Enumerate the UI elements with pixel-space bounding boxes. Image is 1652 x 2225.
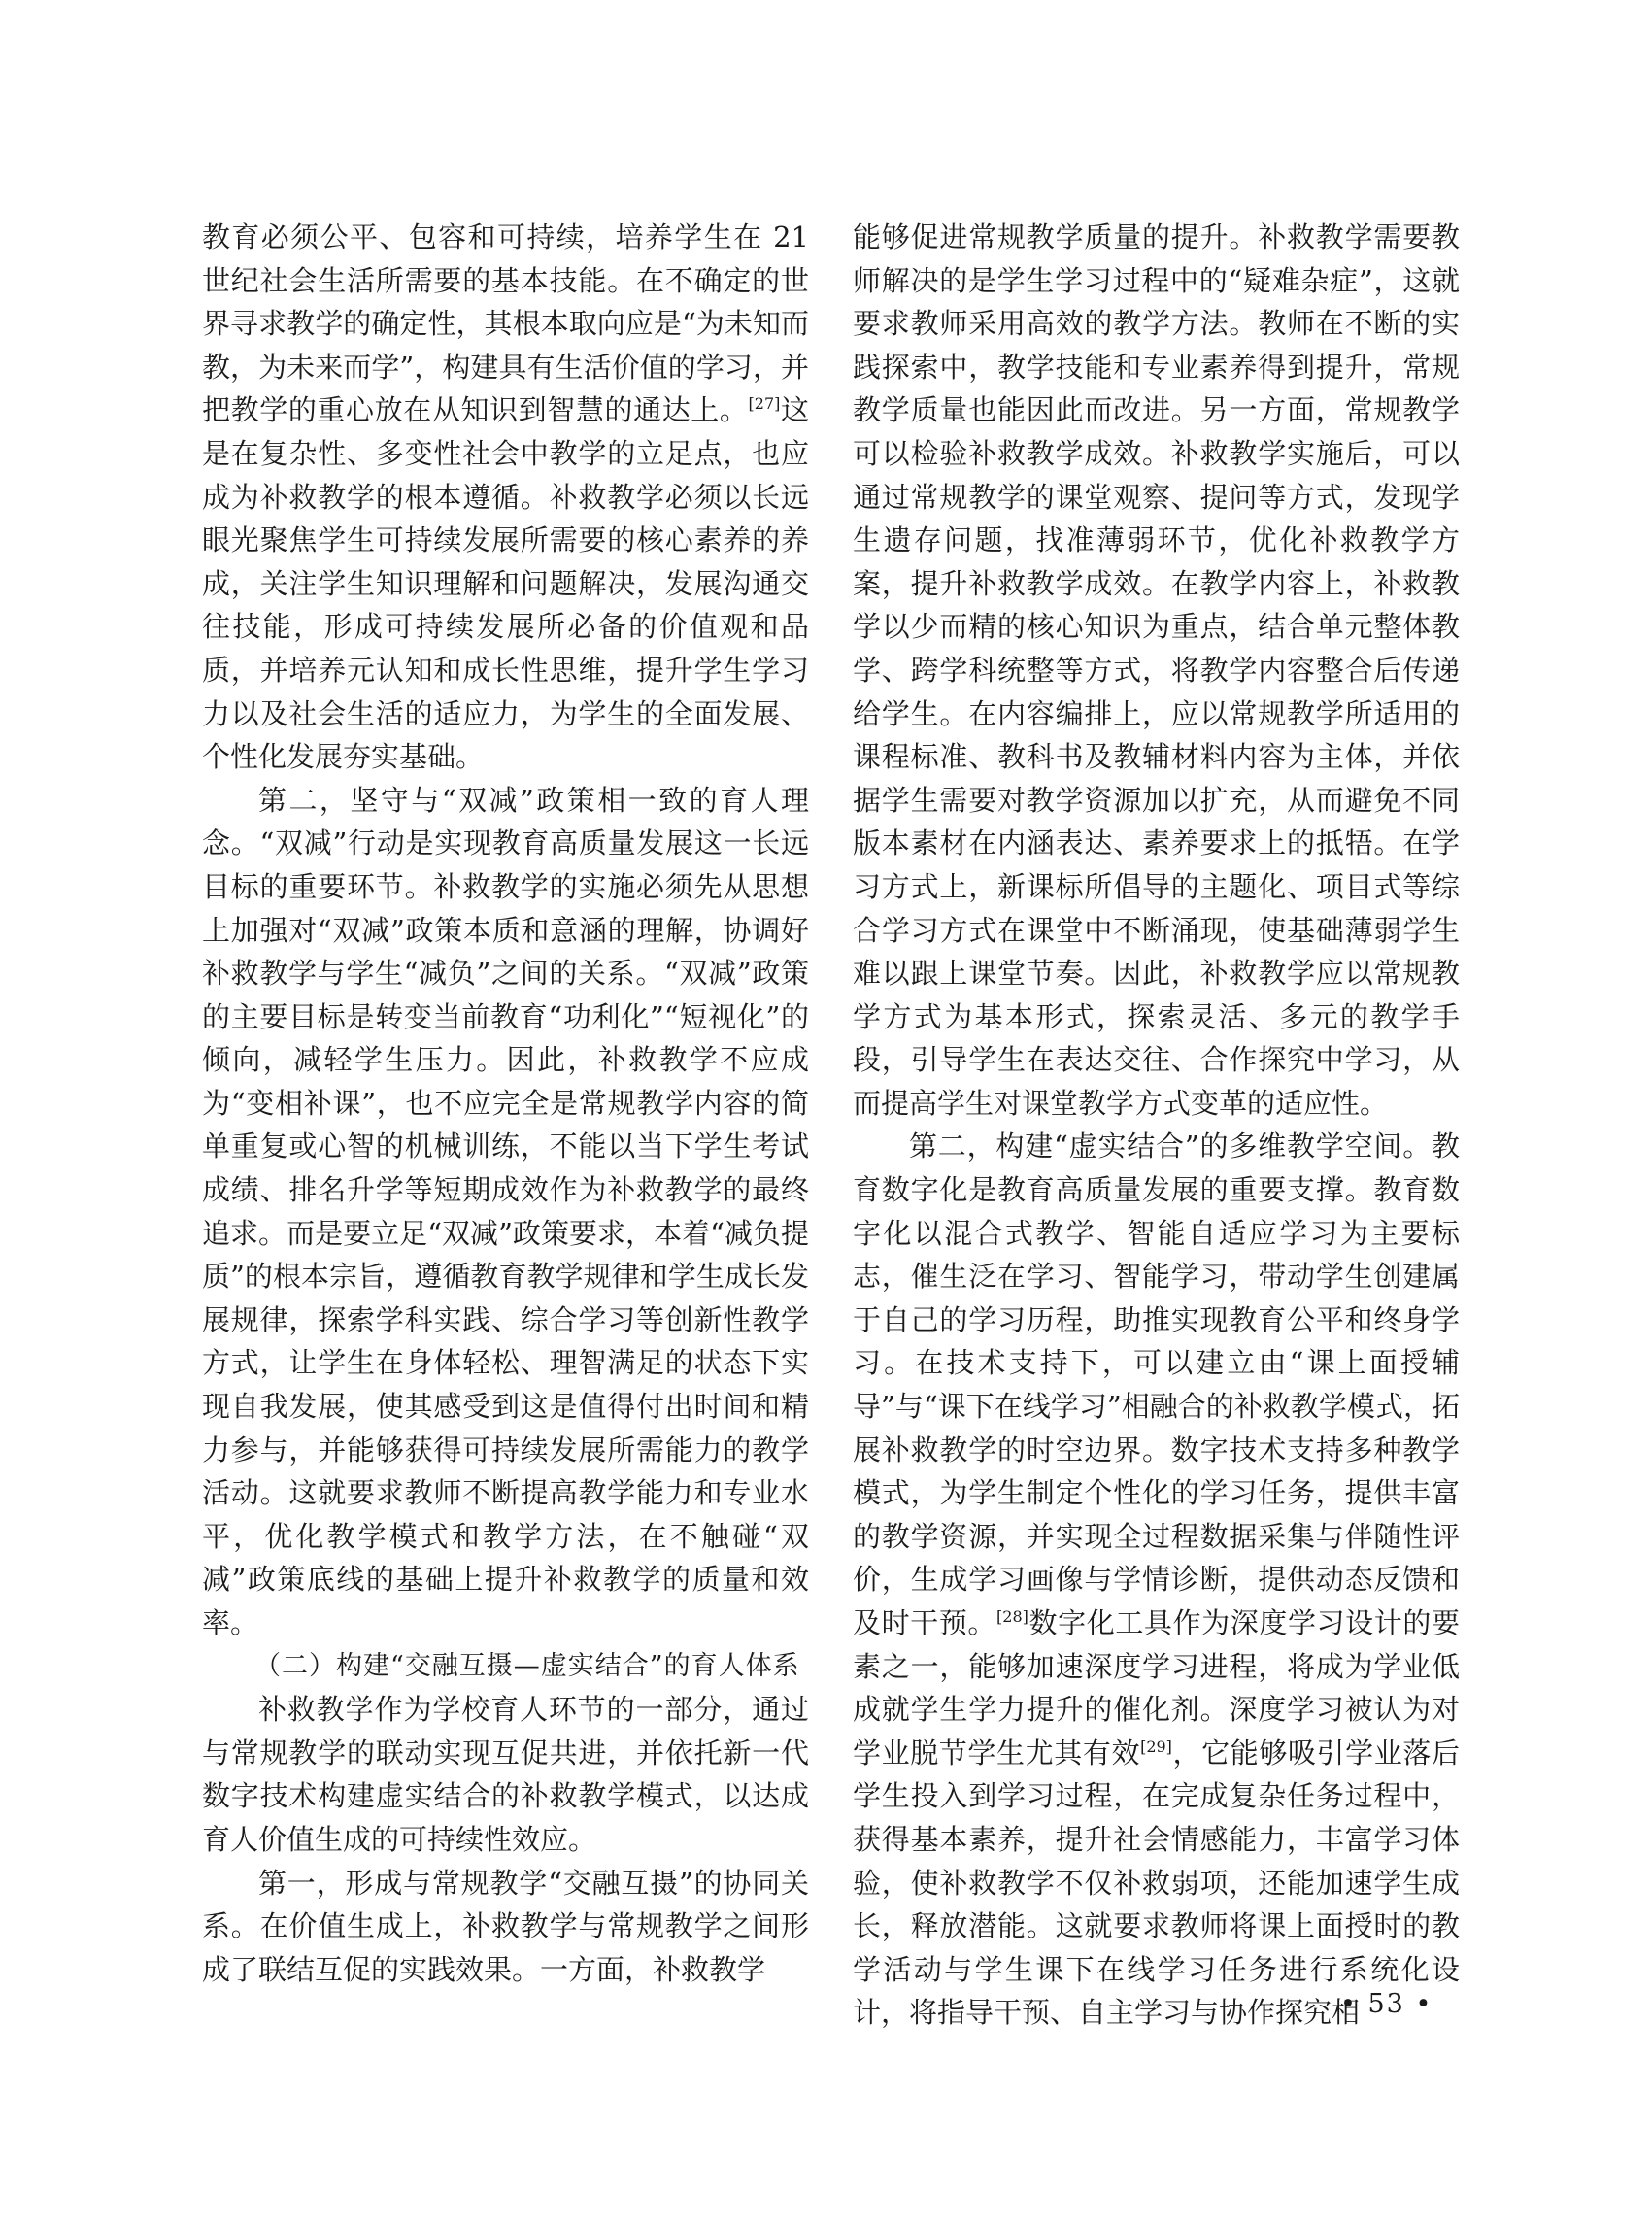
paragraph-text: 这是在复杂性、多变性社会中教学的立足点，也应成为补救教学的根本遵循。补救教学必须以长远眼光聚焦学生可持续发展所需要的核心素养的养成，关注学生知识理解和问题解决，发展沟通交往技能，形成可持续发展所必备的价值观和品质，并培养元认知和成长性思维，提升学生学习力以及社会生活的适应力，为学生的全面发展、个性化发展夯实基础。 (202, 393, 809, 774)
right-column (853, 216, 1460, 2035)
citation-ref: [27] (748, 394, 781, 414)
citation-ref: [29] (1140, 1736, 1172, 1756)
paragraph-text: 数字化工具作为深度学习设计的要素之一，能够加速深度学习进程，将成为学业低成就学生学力提升的催化剂。深度学习被认为对学业脱节学生尤其有效 (853, 1606, 1460, 1770)
paragraph: 第一，形成与常规教学“交融互摄”的协同关系。在价值生成上，补救教学与常规教学之间形成了联结互促的实践效果。一方面，补救教学 (202, 1866, 809, 1986)
page-number: • 53 • (1340, 1989, 1433, 2019)
left-column (202, 216, 809, 1991)
paragraph-text: 第二，构建“虚实结合”的多维教学空间。教育数字化是教育高质量发展的重要支撑。教育数字化以混合式教学、智能自适应学习为主要标志，催生泛在学习、智能学习，带动学生创建属于自己的学习历程，助推实现教育公平和终身学习。在技术支持下，可以建立由“课上面授辅导”与“课下在线学习”相融合的补救教学模式，拓展补救教学的时空边界。数字技术支持多种教学模式，为学生制定个性化的学习任务，提供丰富的教学资源，并实现全过程数据采集与伴随性评价，生成学习画像与学情诊断，提供动态反馈和及时干预。 (853, 1129, 1460, 1639)
paragraph-text: ，它能够吸引学业落后学生投入到学习过程，在完成复杂任务过程中，获得基本素养，提升社会情感能力，丰富学习体验，使补救教学不仅补救弱项，还能加速学生成长，释放潜能。这就要求教师将课上面授时的教学活动与学生课下在线学习任务进行系统化设计，将指导干预、自主学习与协作探究相 (853, 1736, 1460, 2030)
paragraph (202, 216, 809, 779)
paragraph (853, 1125, 1460, 2034)
paragraph-text: 教育必须公平、包容和可持续，培养学生在 21 世纪社会生活所需要的基本技能。在不确定的世界寻求教学的确定性，其根本取向应是“为未知而教，为未来而学”，构建具有生活价值的学习，并把教学的重心放在从知识到智慧的通达上。 (202, 220, 809, 427)
paragraph: 能够促进常规教学质量的提升。补救教学需要教师解决的是学生学习过程中的“疑难杂症”，这就要求教师采用高效的教学方法。教师在不断的实践探索中，教学技能和专业素养得到提升，常规教学质量也能因此而改进。另一方面，常规教学可以检验补救教学成效。补救教学实施后，可以通过常规教学的课堂观察、提问等方式，发现学生遗存问题，找准薄弱环节，优化补救教学方案，提升补救教学成效。在教学内容上，补救教学以少而精的核心知识为重点，结合单元整体教学、跨学科统整等方式，将教学内容整合后传递给学生。在内容编排上，应以常规教学所适用的课程标准、教科书及教辅材料内容为主体，并依据学生需要对教学资源加以扩充，从而避免不同版本素材在内涵表达、素养要求上的抵牾。在学习方式上，新课标所倡导的主题化、项目式等综合学习方式在课堂中不断涌现，使基础薄弱学生难以跟上课堂节奏。因此，补救教学应以常规教学方式为基本形式，探索灵活、多元的教学手段，引导学生在表达交往、合作探究中学习，从而提高学生对课堂教学方式变革的适应性。 (853, 220, 1460, 1120)
section-heading: （二）构建“交融互摄—虚实结合”的育人体系 (254, 1650, 800, 1681)
citation-ref: [28] (996, 1607, 1028, 1626)
paragraph: 第二，坚守与“双减”政策相一致的育人理念。“双减”行动是实现教育高质量发展这一长远目标的重要环节。补救教学的实施必须先从思想上加强对“双减”政策本质和意涵的理解，协调好补救教学与学生“减负”之间的关系。“双减”政策的主要目标是转变当前教育“功利化”“短视化”的倾向，减轻学生压力。因此，补救教学不应成为“变相补课”，也不应完全是常规教学内容的简单重复或心智的机械训练，不能以当下学生考试成绩、排名升学等短期成效作为补救教学的最终追求。而是要立足“双减”政策要求，本着“减负提质”的根本宗旨，遵循教育教学规律和学生成长发展规律，探索学科实践、综合学习等创新性教学方式，让学生在身体轻松、理智满足的状态下实现自我发展，使其感受到这是值得付出时间和精力参与，并能够获得可持续发展所需能力的教学活动。这就要求教师不断提高教学能力和专业水平，优化教学模式和教学方法，在不触碰“双减”政策底线的基础上提升补救教学的质量和效率。 (202, 783, 809, 1639)
paragraph: 补救教学作为学校育人环节的一部分，通过与常规教学的联动实现互促共进，并依托新一代数字技术构建虚实结合的补救教学模式，以达成育人价值生成的可持续性效应。 (202, 1693, 809, 1856)
